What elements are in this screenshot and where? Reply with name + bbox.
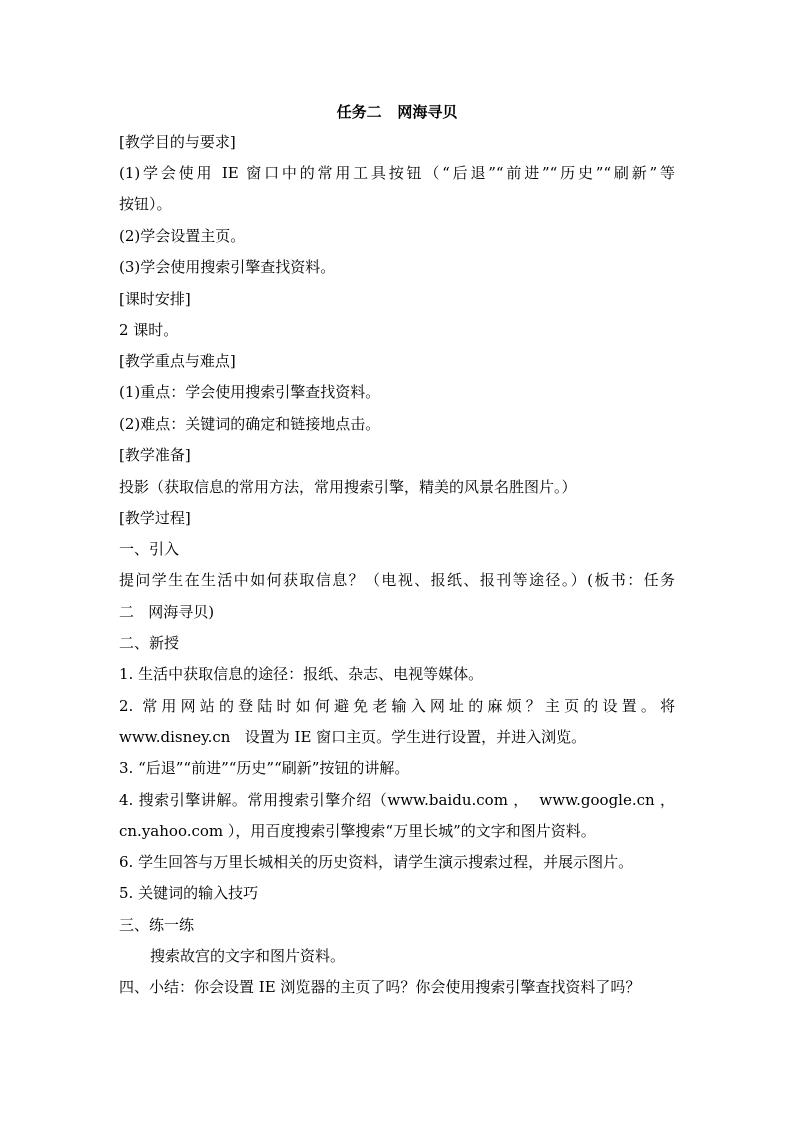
text-line: 二 网海寻贝) <box>119 603 215 621</box>
text-line: 投影（获取信息的常用方法，常用搜索引擎，精美的风景名胜图片。） <box>119 478 577 496</box>
text-line: 3. “后退”“前进”“历史”“刷新”按钮的讲解。 <box>119 759 410 777</box>
text-line: cn.yahoo.com ），用百度搜索引擎搜索“万里长城”的文字和图片资料。 <box>119 822 596 840</box>
section-heading-objectives: [教学目的与要求] <box>119 133 236 151</box>
text-line: www.disney.cn 设置为 IE 窗口主页。学生进行设置，并进入浏览。 <box>119 728 587 746</box>
text-line: (3)学会使用搜索引擎查找资料。 <box>119 258 336 276</box>
text-line: 搜索故宫的文字和图片资料。 <box>150 947 346 965</box>
text-line: 4. 搜索引擎讲解。常用搜索引擎介绍（www.baidu.com ， www.google.cn ， <box>119 791 675 809</box>
text-line: 按钮）。 <box>119 195 172 213</box>
section-heading-key-points: [教学重点与难点] <box>119 352 236 370</box>
text-line: (2)难点：关键词的确定和链接地点击。 <box>119 415 381 433</box>
text-line: 6. 学生回答与万里长城相关的历史资料，请学生演示搜索过程，并展示图片。 <box>119 853 634 871</box>
section-heading-preparation: [教学准备] <box>119 446 191 464</box>
text-line: 2. 常用网站的登陆时如何避免老输入网址的麻烦？主页的设置。将 <box>119 697 675 715</box>
text-line: 1. 生活中获取信息的途径：报纸、杂志、电视等媒体。 <box>119 665 484 683</box>
summary-line: 四、小结：你会设置 IE 浏览器的主页了吗？你会使用搜索引擎查找资料了吗？ <box>119 978 641 996</box>
text-line: (1)学会使用 IE 窗口中的常用工具按钮（“后退”“前进”“历史”“刷新”等 <box>119 164 675 182</box>
subsection-heading: 二、新授 <box>119 634 180 652</box>
text-line: 5. 关键词的输入技巧 <box>119 884 259 902</box>
subsection-heading: 三、练一练 <box>119 916 195 934</box>
section-heading-process: [教学过程] <box>119 509 191 527</box>
text-line: (1)重点：学会使用搜索引擎查找资料。 <box>119 383 381 401</box>
text-line: 提问学生在生活中如何获取信息？（电视、报纸、报刊等途径。）(板书：任务 <box>119 571 675 589</box>
document-title: 任务二 网海寻贝 <box>336 103 458 121</box>
text-line: 2 课时。 <box>119 321 179 339</box>
section-heading-schedule: [课时安排] <box>119 290 191 308</box>
text-line: (2)学会设置主页。 <box>119 227 246 245</box>
subsection-heading: 一、引入 <box>119 540 180 558</box>
